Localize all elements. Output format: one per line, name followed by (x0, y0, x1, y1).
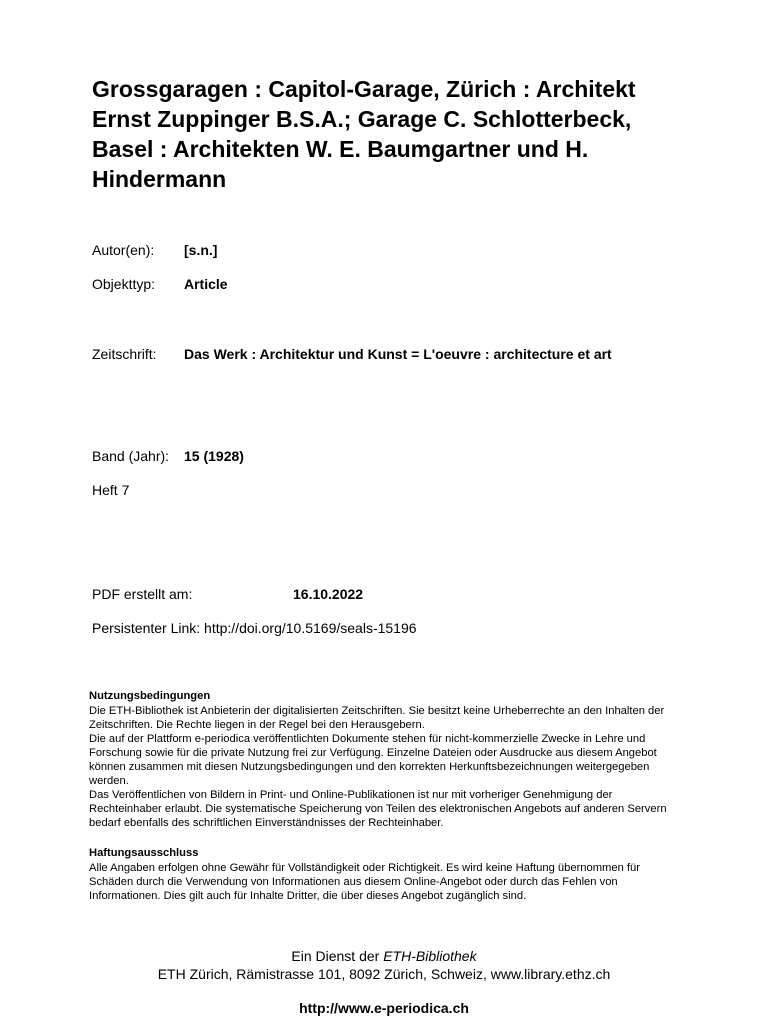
usage-terms-paragraph-3: Das Veröffentlichen von Bildern in Print- und Online-Publikationen ist nur mit vorheriger Genehmigung der Rechteinhaber erlaubt. Die systematische Speicherung von Teilen des elektronischen Angebots auf anderen Servern bedarf ebenfalls des schriftlichen Einverständnisses der Rechteinhaber. (89, 789, 667, 829)
e-periodica-link[interactable]: http://www.e-periodica.ch (299, 1000, 469, 1016)
author-value: [s.n.] (184, 242, 218, 258)
volume-row (92, 447, 244, 465)
journal-label: Zeitschrift: (92, 346, 157, 362)
volume-value: 15 (1928) (184, 448, 244, 464)
document-title: Grossgaragen : Capitol-Garage, Zürich : Architekt Ernst Zuppinger B.S.A.; Garage C. Schlotterbeck, Basel : Architekten W. E. Baumgartner und H. Hindermann (92, 76, 636, 192)
service-prefix: Ein Dienst der (291, 948, 380, 964)
service-line (0, 947, 768, 965)
pdf-created-label: PDF erstellt am: (92, 586, 193, 602)
object-type-row (92, 275, 228, 293)
disclaimer-heading: Haftungsausschluss (89, 847, 199, 859)
usage-terms-heading: Nutzungsbedingungen (89, 690, 211, 702)
disclaimer-section (89, 846, 679, 903)
service-name: ETH-Bibliothek (383, 948, 477, 964)
journal-value: Das Werk : Architektur und Kunst = L'oeuvre : architecture et art (184, 346, 612, 362)
address-line: ETH Zürich, Rämistrasse 101, 8092 Zürich, Schweiz, www.library.ethz.ch (157, 966, 611, 982)
author-row (92, 241, 217, 259)
volume-label: Band (Jahr): (92, 448, 170, 464)
pdf-created-row (92, 585, 363, 603)
usage-terms-paragraph-2: Die auf der Plattform e-periodica veröffentlichten Dokumente stehen für nicht-kommerzielle Zwecke in Lehre und Forschung sowie für die private Nutzung frei zur Verfügung. Einzelne Dateien oder Ausdrucke aus diesem Angebot können zusammen mit diesen Nutzungsbedingungen und den korrekten Herkunftsbezeichnungen weitergegeben werden. (89, 733, 657, 787)
persistent-link[interactable]: Persistenter Link: http://doi.org/10.5169/seals-15196 (92, 620, 417, 636)
journal-row (92, 345, 612, 363)
issue-text: Heft 7 (92, 482, 130, 498)
object-type-label: Objekttyp: (92, 276, 156, 292)
object-type-value: Article (184, 276, 228, 292)
usage-terms-paragraph-1: Die ETH-Bibliothek ist Anbieterin der digitalisierten Zeitschriften. Sie besitzt keine Urheberrechte an den Inhalten der Zeitschriften. Die Rechte liegen in der Regel bei den Herausgebern. (89, 705, 665, 731)
pdf-created-value: 16.10.2022 (293, 586, 364, 602)
usage-terms-section (89, 689, 679, 830)
disclaimer-text: Alle Angaben erfolgen ohne Gewähr für Vollständigkeit oder Richtigkeit. Es wird keine Haftung übernommen für Schäden durch die Verwendung von Informationen aus diesem Online-Angebot oder durch das Fehlen von Informationen. Dies gilt auch für Inhalte Dritter, die über dieses Angebot zugänglich sind. (89, 862, 640, 902)
author-label: Autor(en): (92, 242, 155, 258)
